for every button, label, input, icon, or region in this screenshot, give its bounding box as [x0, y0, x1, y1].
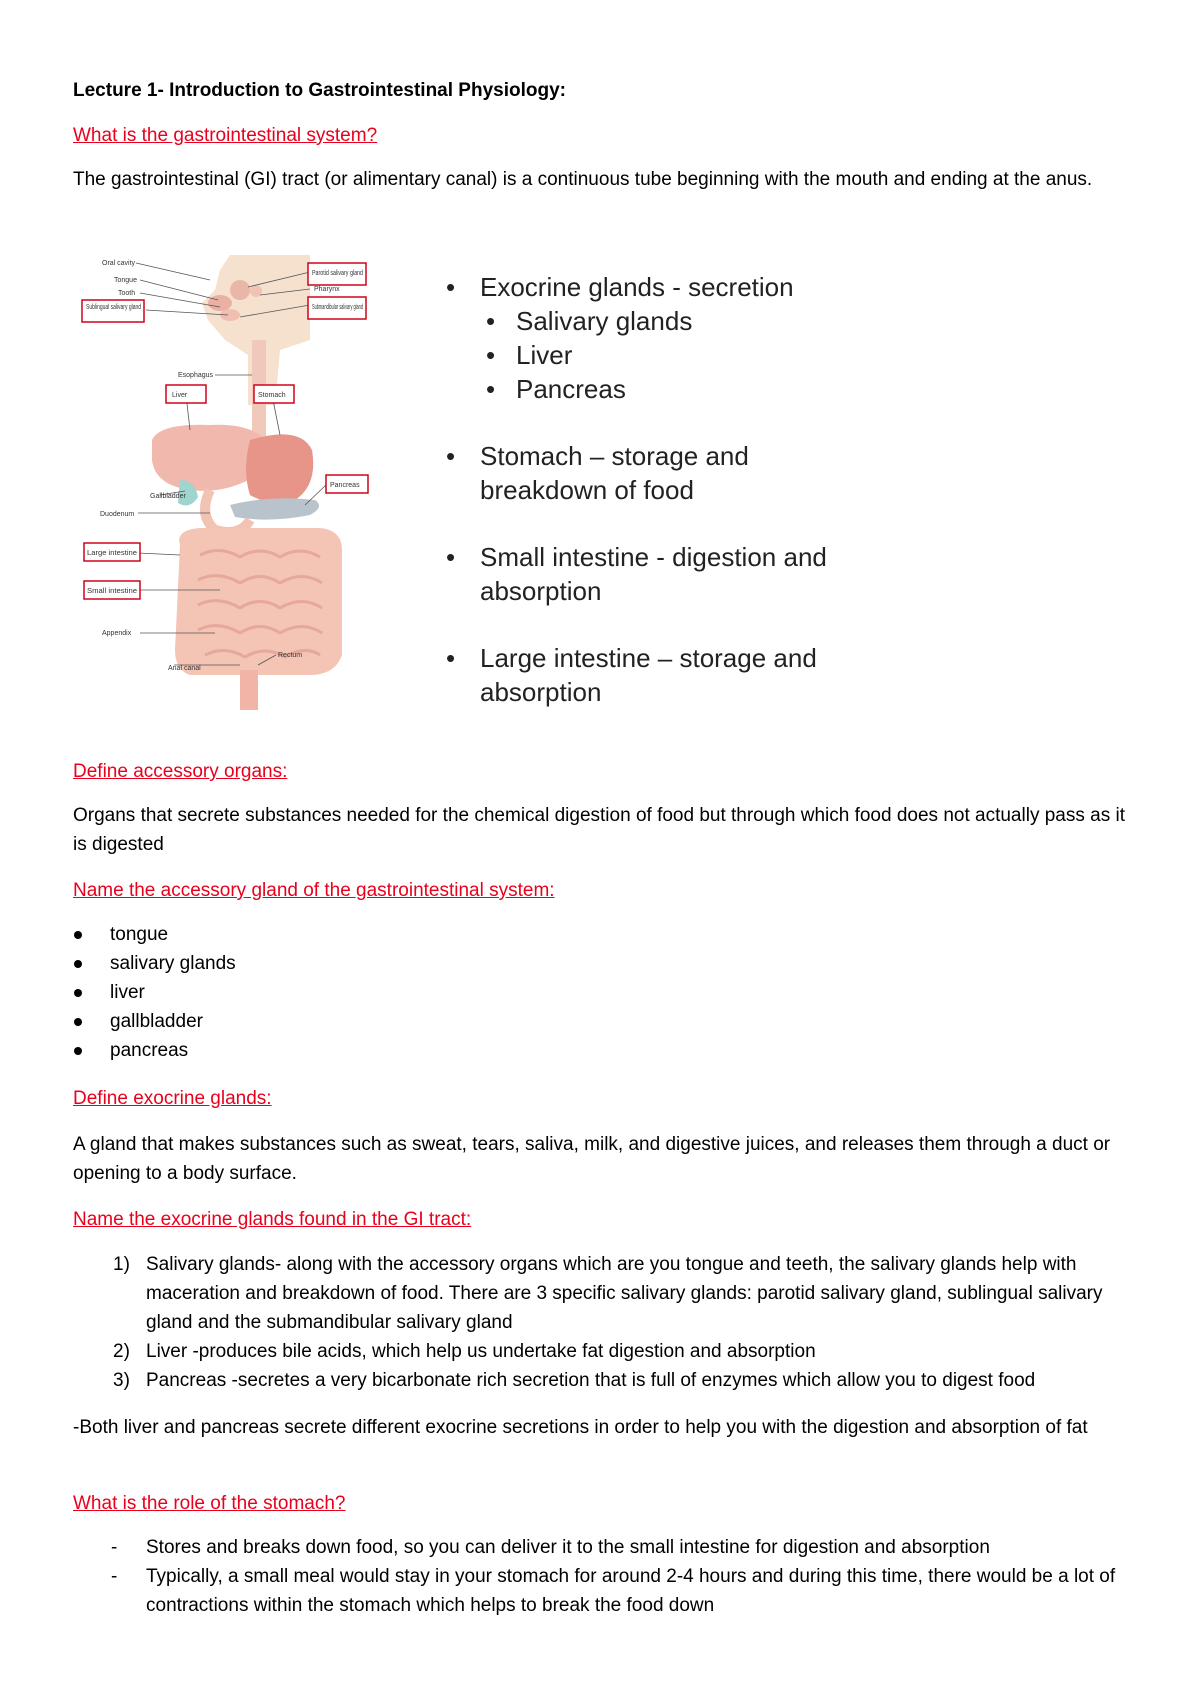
label-liver: Liver: [172, 392, 188, 399]
slide-sub-bullet: • Salivary glands: [486, 306, 693, 336]
list-item: [73, 1250, 1133, 1337]
list-item: [73, 1366, 1133, 1395]
slide-sub-bullet: • Liver: [486, 340, 573, 370]
slide-bullet-list: [440, 270, 860, 709]
list-item: [73, 920, 236, 949]
gi-tract-diagram: [80, 245, 410, 735]
label-pharynx: Pharynx: [314, 286, 340, 293]
exocrine-gland-list: [73, 1250, 1133, 1395]
heading-gi-system: What is the gastrointestinal system?: [73, 125, 378, 146]
rectum-shape: [240, 670, 258, 710]
bullet-icon: [74, 931, 82, 939]
label-tongue: Tongue: [114, 277, 137, 284]
label-large-intestine: Large intestine: [87, 550, 138, 557]
slide-bullet: • Exocrine glands - secretion: [446, 272, 794, 302]
slide-bullet-text: Exocrine glands - secretion: [480, 272, 794, 302]
slide-sub-bullet-text: Salivary glands: [516, 306, 693, 336]
label-parotid: Parotid salivary gland: [312, 270, 364, 277]
label-anal-canal: Anal canal: [168, 665, 201, 672]
heading-accessory-glands: Name the accessory gland of the gastrointestinal system:: [73, 880, 555, 901]
page-title: Lecture 1- Introduction to Gastrointestinal Physiology:: [73, 80, 566, 101]
list-number: 3): [113, 1370, 130, 1391]
list-item-text: Stores and breaks down food, so you can deliver it to the small intestine for digestion and absorption: [146, 1537, 990, 1558]
list-item-text: liver: [110, 982, 145, 1003]
slide-sub-bullet-text: Pancreas: [516, 374, 626, 404]
slide-sub-bullet-text: Liver: [516, 340, 573, 370]
label-sublingual: Sublingual salivary gland: [86, 304, 142, 311]
list-item-text: Liver -produces bile acids, which help us undertake fat digestion and absorption: [146, 1341, 816, 1362]
list-number: 1): [113, 1254, 130, 1275]
list-number: 2): [113, 1341, 130, 1362]
label-oral-cavity: Oral cavity: [102, 260, 136, 267]
dash-marker: -: [111, 1566, 118, 1587]
list-item: [73, 978, 236, 1007]
heading-exocrine-glands: Define exocrine glands:: [73, 1088, 272, 1109]
slide-bullet-text: Large intestine – storage and absorption: [480, 643, 817, 707]
label-rectum: Rectum: [278, 652, 303, 659]
label-gallbladder: Gallbladder: [150, 493, 186, 500]
label-pancreas: Pancreas: [330, 482, 360, 489]
list-item: [73, 1337, 1133, 1366]
label-appendix: Appendix: [102, 630, 132, 637]
slide-bullet: • Large intestine – storage and absorption: [446, 643, 817, 707]
list-item-text: Pancreas -secretes a very bicarbonate rich secretion that is full of enzymes which allow you to digest food: [146, 1370, 1036, 1391]
slide-bullet-text: Stomach – storage and breakdown of food: [480, 441, 749, 505]
parotid-gland-shape: [230, 280, 250, 300]
label-duodenum: Duodenum: [100, 511, 135, 518]
list-item-text: gallbladder: [110, 1011, 203, 1032]
list-item-text: Typically, a small meal would stay in your stomach for around 2-4 hours and during this time, there would be a lot of contractions within the stomach which helps to break the food down: [146, 1566, 1116, 1616]
label-submandibular: Submandibular salivary gland: [312, 304, 364, 311]
paragraph-exocrine-glands: A gland that makes substances such as sweat, tears, saliva, milk, and digestive juices, and releases them through a duct or opening to a body surface.: [73, 1134, 1111, 1184]
list-item-text: pancreas: [110, 1040, 189, 1061]
pancreas-shape: [230, 498, 319, 519]
slide-bullet-text: Small intestine - digestion and absorption: [480, 542, 827, 606]
list-item-text: Salivary glands- along with the accessory organs which are you tongue and teeth, the salivary glands help with maceration and breakdown of food. There are 3 specific salivary glands: parotid salivary gland, sublingual salivary gland and the submandibular salivary gland: [146, 1254, 1103, 1333]
slide-bullet: • Stomach – storage and breakdown of food: [446, 441, 749, 505]
dash-marker: -: [111, 1537, 118, 1558]
paragraph-exocrine-note: -Both liver and pancreas secrete different exocrine secretions in order to help you with the digestion and absorption of fat: [73, 1417, 1088, 1438]
list-item: [73, 949, 236, 978]
label-stomach: Stomach: [258, 392, 286, 399]
paragraph-accessory-organs: Organs that secrete substances needed for the chemical digestion of food but through which food does not actually pass as it is digested: [73, 805, 1125, 855]
slide-sub-bullet: • Pancreas: [486, 374, 626, 404]
paragraph-gi-system: The gastrointestinal (GI) tract (or alimentary canal) is a continuous tube beginning with the mouth and ending at the anus.: [73, 169, 1093, 190]
bullet-icon: [74, 1047, 82, 1055]
bullet-icon: [74, 960, 82, 968]
heading-exocrine-gi: Name the exocrine glands found in the GI tract:: [73, 1209, 472, 1230]
list-item-text: tongue: [110, 924, 169, 945]
accessory-gland-list: [73, 920, 236, 1065]
heading-accessory-organs: Define accessory organs:: [73, 761, 288, 782]
stomach-shape: [246, 434, 313, 502]
label-esophagus: Esophagus: [178, 372, 214, 379]
list-item-text: salivary glands: [110, 953, 236, 974]
stomach-role-list: [73, 1533, 1133, 1620]
heading-stomach-role: What is the role of the stomach?: [73, 1493, 346, 1514]
list-item: [73, 1036, 236, 1065]
slide-bullet: • Small intestine - digestion and absorption: [446, 542, 827, 606]
list-item: [73, 1562, 1133, 1620]
label-tooth: Tooth: [118, 290, 136, 297]
list-item: [73, 1533, 1133, 1562]
bullet-icon: [74, 1018, 82, 1026]
list-item: [73, 1007, 236, 1036]
label-small-intestine: Small intestine: [87, 588, 138, 595]
bullet-icon: [74, 989, 82, 997]
